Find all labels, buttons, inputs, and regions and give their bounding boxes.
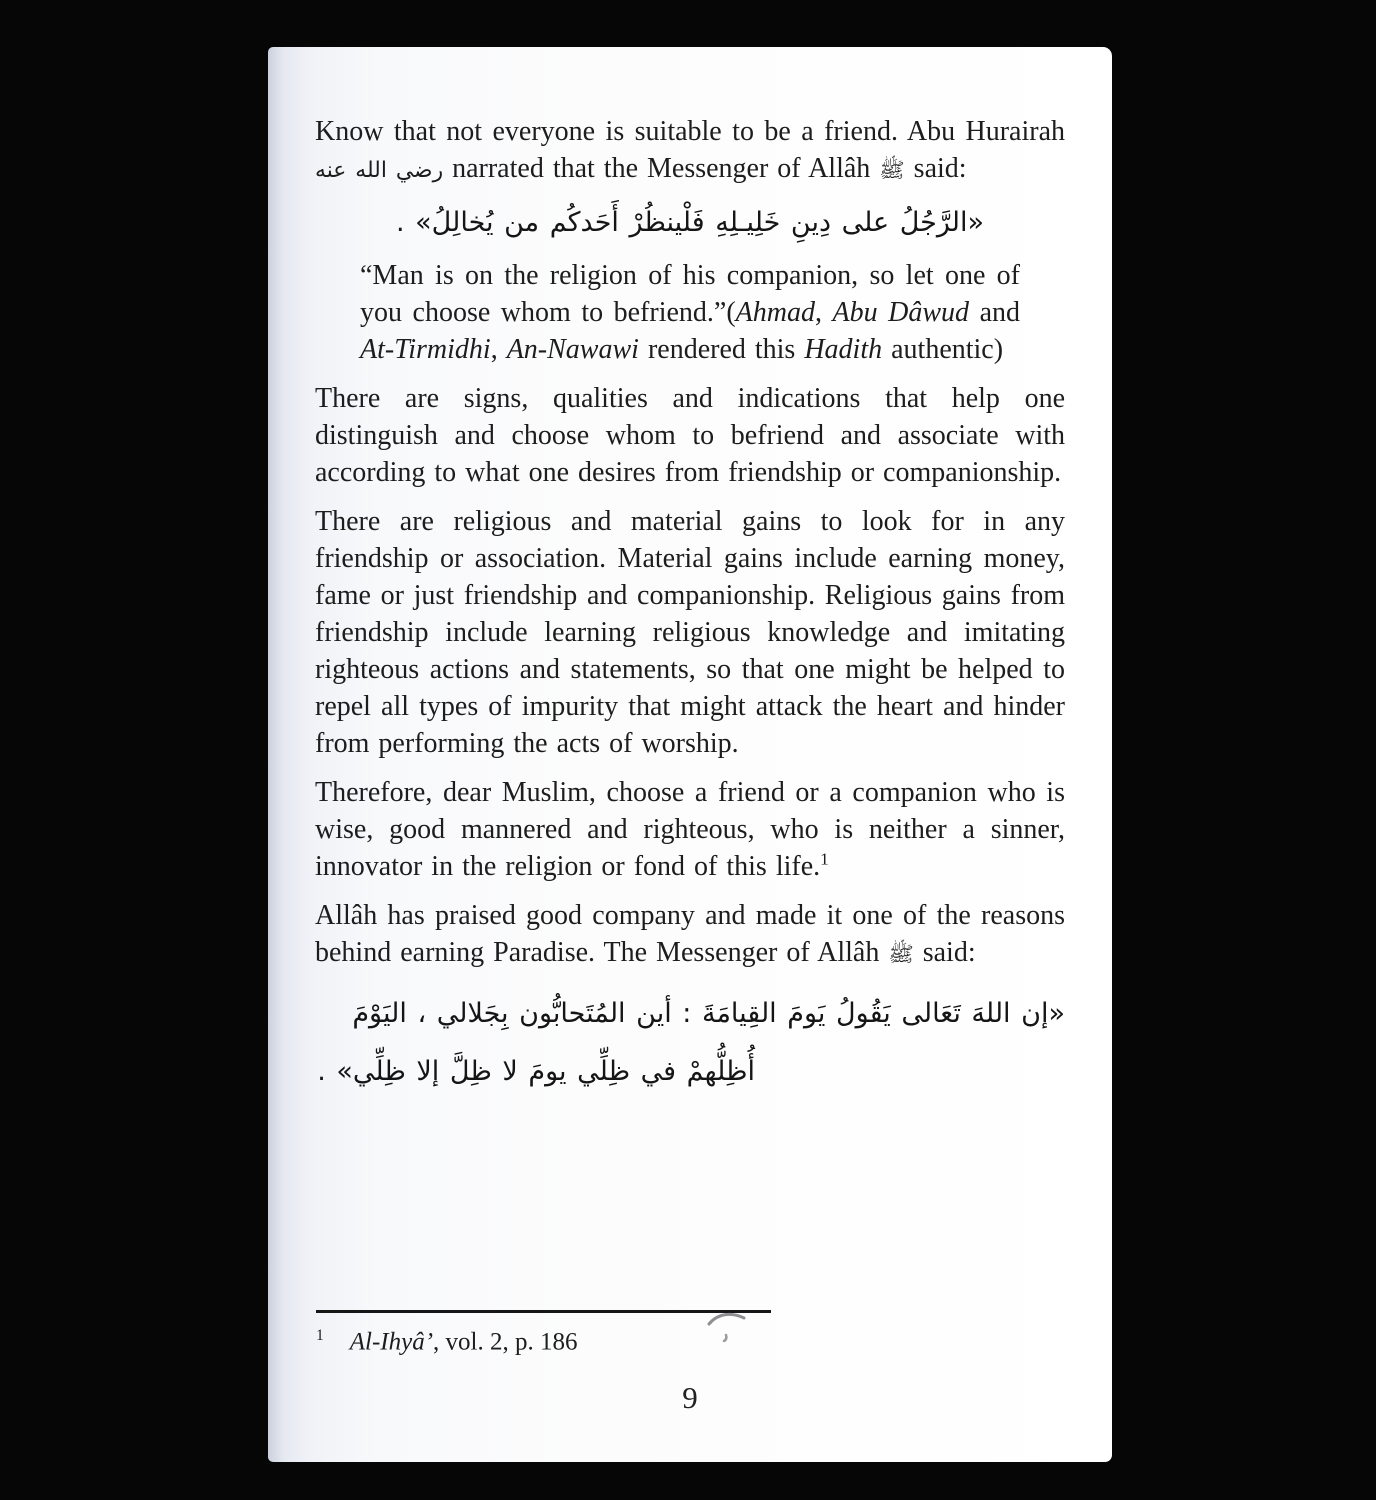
footnote-text: Al-Ihyâ’, vol. 2, p. 186 — [349, 1328, 578, 1356]
footnote — [316, 1327, 1016, 1356]
hadith-arabic-2-line2: أُظِلُّهمْ في ظِلِّي يومَ لا ظِلَّ إلا ظِلِّي» . — [317, 1056, 755, 1087]
page-body-text — [315, 113, 1065, 1101]
book-page — [268, 47, 1112, 1462]
page-number: 9 — [682, 1380, 698, 1415]
footnote-divider — [316, 1310, 771, 1313]
hadith-arabic-2 — [315, 985, 1065, 1101]
footnote-marker: 1 — [316, 1327, 324, 1344]
paragraph-intro: Know that not everyone is suitable to be a friend. Abu Hurairah رضي الله عنه narrated that the Messenger of Allâh ﷺ said: — [315, 116, 1065, 184]
paragraph-gains: There are religious and material gains to look for in any friendship or association. Material gains include earning money, fame or just friendship and companionship. Religious gains from friendship include learning religious knowledge and imitating righteous actions and statements, so that one might be helped to repel all types of impurity that might attack the heart and hinder from performing the acts of worship. — [315, 506, 1065, 759]
paragraph-choose-friend: Therefore, dear Muslim, choose a friend or a companion who is wise, good mannered and righteous, who is neither a sinner, innovator in the religion or fond of this life.$^1$ — [315, 777, 1065, 882]
hadith-arabic-1: «الرَّجُلُ على دِينِ خَلِيـلِهِ فَلْينظُرْ أَحَدكُم من يُخالِلُ» . — [395, 207, 985, 238]
pencil-mark — [706, 1309, 750, 1343]
paragraph-signs: There are signs, qualities and indications that help one distinguish and choose whom to befriend and associate with according to what one desires from friendship or companionship. — [315, 383, 1065, 488]
paragraph-allah-praised: Allâh has praised good company and made it one of the reasons behind earning Paradise. The Messenger of Allâh ﷺ said: — [315, 900, 1065, 968]
hadith-translation-quote: “Man is on the religion of his companion, so let one of you choose whom to befriend.”(Ahmad, Abu Dâwud and At-Tirmidhi, An-Nawawi rendered this Hadith authentic) — [360, 260, 1020, 365]
hadith-arabic-2-line1: «إن اللهَ تَعَالى يَقُولُ يَومَ القِيامَةَ : أين المُتَحابُّون بِجَلالي ، اليَوْمَ — [352, 998, 1065, 1029]
